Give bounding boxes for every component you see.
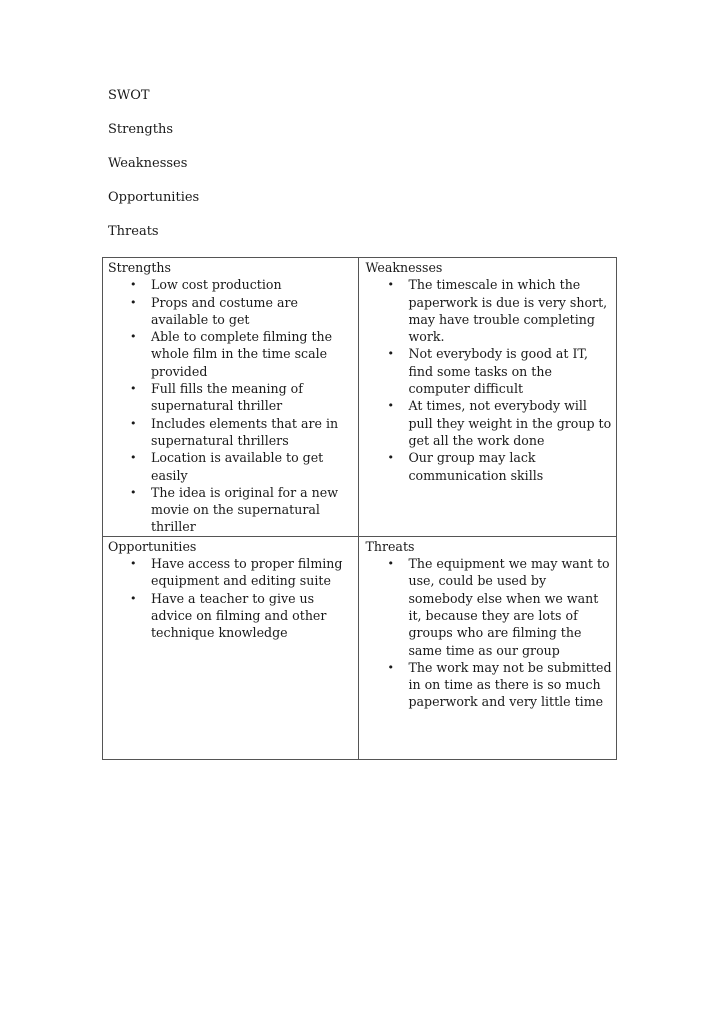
threats-cell-title: Threats [365,538,415,554]
opportunities-item: • Have access to proper filming equipment and editing suite [108,555,354,590]
opportunities-item: • Have a teacher to give us advice on filming and other technique knowledge [108,590,354,642]
swot-table [102,257,617,760]
threats-item: • The equipment we may want to use, could be used by somebody else when we want it, because they are lots of groups who are filming the same time as our group [365,555,612,659]
swot-row-bottom [103,536,617,759]
weaknesses-item: • Not everybody is good at IT, find some tasks on the computer difficult [365,345,612,397]
strengths-item: • Includes elements that are in supernatural thrillers [108,415,354,450]
weaknesses-cell [359,258,617,537]
strengths-item: • The idea is original for a new movie on the supernatural thriller [108,484,354,536]
strengths-item: • Able to complete filming the whole film in the time scale provided [108,328,354,380]
heading-weaknesses: Weaknesses [108,156,188,171]
weaknesses-item: • The timescale in which the paperwork is due is very short, may have trouble completing work. [365,276,612,345]
opportunities-list [108,555,354,641]
threats-list [365,555,612,711]
strengths-item: • Props and costume are available to get [108,294,354,329]
threats-item: • The work may not be submitted in on time as there is so much paperwork and very little time [365,659,612,711]
strengths-item: • Full fills the meaning of supernatural thriller [108,380,354,415]
strengths-cell [103,258,359,537]
strengths-item: • Low cost production [108,276,354,293]
weaknesses-item: • At times, not everybody will pull they weight in the group to get all the work done [365,397,612,449]
swot-row-top [103,258,617,537]
strengths-cell-title: Strengths [108,260,171,275]
opportunities-cell-title: Opportunities [108,538,197,554]
heading-threats: Threats [108,224,159,239]
weaknesses-item: • Our group may lack communication skills [365,449,612,484]
opportunities-cell [103,536,359,759]
weaknesses-list [365,276,612,484]
strengths-item: • Location is available to get easily [108,449,354,484]
threats-cell [359,536,617,759]
weaknesses-cell-title: Weaknesses [365,260,443,275]
document-title: SWOT [108,88,150,103]
heading-opportunities: Opportunities [108,190,200,205]
strengths-list [108,276,354,535]
heading-strengths: Strengths [108,122,173,137]
